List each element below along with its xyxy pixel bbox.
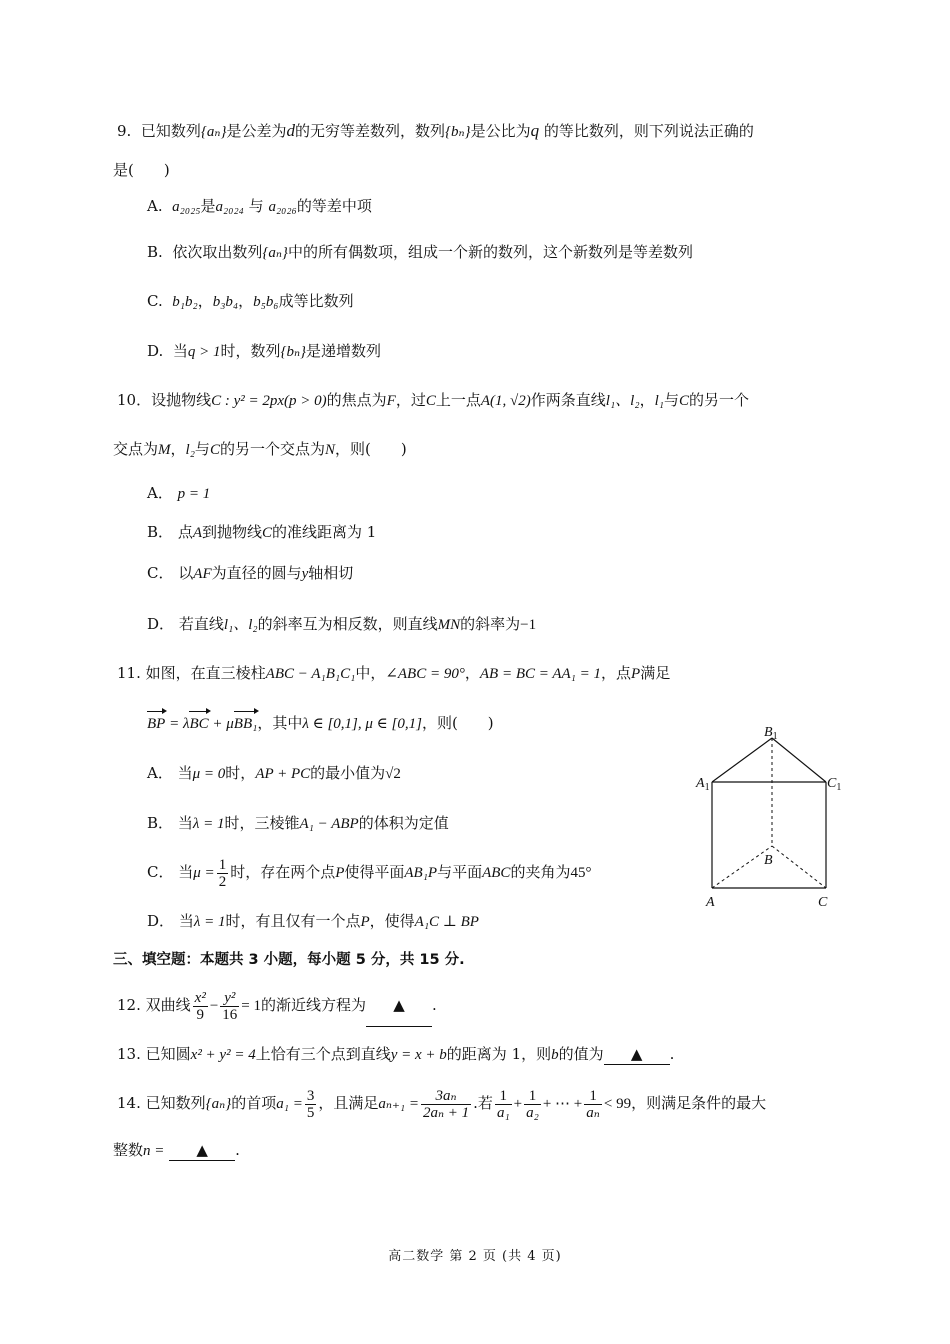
math: A₁C ⊥ BP [414,914,479,930]
text: 时，有且仅有一个点 [225,912,361,930]
text: 的另一个 [689,391,750,409]
math: P [335,865,345,881]
text: 中， [355,664,386,682]
edge-b1-c1 [772,738,826,782]
option-label: B. [147,243,163,261]
math: λ ∈ [0,1], μ ∈ [0,1] [302,716,422,732]
q9-q: q [530,121,540,140]
text: 当 [178,912,194,930]
q10-stem-cont [113,439,407,460]
text: 的最小值为 [310,764,386,782]
q9-text: 是公比为 [470,122,531,140]
math: a₂₀₂₅ [172,199,201,215]
edge-b-c-hidden [772,846,826,888]
text: ， [170,440,186,458]
math: C [678,393,689,409]
q9-d: d [286,121,295,140]
math: MN [437,617,461,633]
math: A₁ − ABP [299,816,359,832]
option-label: D． [147,615,175,633]
text: 设抛物线 [151,391,212,409]
text: 使得平面 [344,863,405,881]
math: AF [193,566,212,582]
text: 的值为 [558,1045,604,1063]
text: 的等差中项 [296,197,372,215]
text: 交点为 [113,440,159,458]
math: C : y² = 2px(p > 0) [211,393,327,409]
text: 是递增数列 [306,342,382,360]
math: A [192,525,202,541]
math: M [158,442,171,458]
option-label: D. [147,342,164,360]
math: l₁、l₂ [223,617,258,633]
option-label: A. [147,197,163,215]
text: 时， [225,764,256,782]
q9-number: 9. [117,122,132,140]
text: 的准线距离为 1 [272,523,377,541]
math: q > 1 [187,344,221,360]
math: p = 1 [177,486,211,502]
fraction-3-5 [305,1088,317,1121]
denominator: 5 [306,1104,315,1121]
option-label: B． [147,523,174,541]
q9-text: 是公差为 [226,122,287,140]
q9-stem-cont: 是( ) [113,161,170,179]
math: C [209,442,220,458]
text: ，则( ) [421,714,494,732]
option-label: C. [147,292,163,310]
text: .若 [473,1094,493,1112]
q14-number: 14. [117,1094,141,1112]
math: l₂ [185,442,195,458]
math: −1 [520,617,537,633]
math: AP + PC [255,766,311,782]
math: b₅b₆ [253,294,279,310]
text: 是 [200,197,216,215]
text: 当 [177,764,193,782]
denominator: a₁ [496,1104,510,1121]
math: {bₙ} [280,344,307,360]
label-c1: $C_1$ [827,776,842,793]
q10-stem [117,390,749,411]
text: 的渐近线方程为 [261,996,367,1014]
text: 时，三棱锥 [224,814,300,832]
fraction-1-an [584,1088,602,1121]
text: 作两条直线 [530,391,606,409]
numerator: y² [220,990,239,1007]
q11-option-c [147,852,591,893]
math: l₁、l₂ [605,393,640,409]
math: + μ [208,716,234,732]
text: ，使得 [369,912,415,930]
vector-bb1: BB₁ [233,716,258,732]
section3-title: 三、填空题：本题共 3 小题，每小题 5 分，共 15 分. [113,952,465,968]
text: ，过 [395,391,426,409]
text: 当 [177,814,193,832]
q13-stem [117,1044,674,1065]
math: N [324,442,335,458]
q11-option-a [147,763,401,784]
denominator: 2aₙ + 1 [422,1104,470,1121]
text: ， [197,292,213,310]
numerator: 1 [584,1088,602,1105]
text: ，点 [601,664,632,682]
math: x² + y² = 4 [190,1047,256,1063]
page-footer: 高二数学 第 2 页 (共 4 页) [388,1249,562,1264]
edge-a-b-hidden [712,846,772,888]
text: 中的所有偶数项，组成一个新的数列，这个新数列是等差数列 [287,243,693,261]
q10-option-d [147,614,536,635]
math: = 1 [241,998,261,1014]
math: y [301,566,309,582]
q10-option-b [147,522,376,543]
text: 如图，在直三棱柱 [145,664,266,682]
text: 当 [178,863,194,881]
text: . [669,1045,675,1063]
option-label: C． [147,863,174,881]
text: 的斜率互为相反数，则直线 [257,615,438,633]
math: a₂₀₂₄ [215,199,244,215]
text: 整数 [113,1141,144,1159]
fraction-recurrence [421,1088,471,1121]
text: 的夹角为 [510,863,571,881]
q9-option-b [147,242,693,263]
math: ABC − A₁B₁C₁ [265,666,356,682]
numerator: 1 [218,856,227,873]
q9-seq-a: {aₙ} [200,124,227,140]
q11-number: 11. [117,664,141,682]
q12-stem [117,984,437,1027]
math: b [551,1047,559,1063]
q9-option-a [147,196,372,217]
option-label: B． [147,814,174,832]
text: . [432,996,437,1014]
text: 依次取出数列 [172,243,263,261]
denominator: 16 [222,1006,238,1023]
math: AB = BC = AA₁ = 1 [479,666,602,682]
q11-option-d [147,911,479,932]
numerator: 3aₙ [421,1088,471,1105]
q9-option-d [147,341,381,362]
text: 轴相切 [308,564,354,582]
edge-a1-b1 [712,738,772,782]
answer-blank[interactable]: ▲ [604,1044,670,1065]
math: < 99 [603,1096,632,1112]
math: {aₙ} [205,1096,232,1112]
math: AB₁P [404,865,438,881]
q14-stem-cont [113,1140,240,1161]
text: 的首项 [231,1094,277,1112]
q13-number: 13. [117,1045,141,1063]
text: ， [238,292,254,310]
math: ∠ABC = 90° [385,666,465,682]
label-b: B [764,853,773,868]
text: 点 [177,523,193,541]
q11-stem-cont [147,713,494,734]
text: 为直径的圆与 [211,564,302,582]
fraction-y2-16 [220,990,239,1023]
text: ，且满足 [318,1094,379,1112]
vector-bp: BP [147,716,166,732]
label-c: C [818,895,828,910]
denominator: aₙ [586,1104,600,1121]
math: a₂₀₂₆ [268,199,297,215]
q9-text: 的无穷等差数列，数列 [294,122,445,140]
option-label: A． [147,764,173,782]
option-label: A． [147,484,173,502]
math: − [209,998,219,1014]
text: 若直线 [178,615,224,633]
text: 的体积为定值 [358,814,449,832]
math: P [631,666,641,682]
text: 与 [248,197,264,215]
math: ABC [482,865,511,881]
math: λ = 1 [193,914,226,930]
q12-number: 12. [117,996,141,1014]
math: b₃b₄ [212,294,239,310]
label-b1: $B_1$ [764,725,778,742]
math: P [360,914,370,930]
math: a₁ = [276,1096,303,1112]
denominator: a₂ [526,1104,539,1121]
math: F [386,393,396,409]
math: C [425,393,436,409]
math: = λ [165,716,190,732]
label-a1: $A_1$ [696,776,710,793]
q9-text: 已知数列 [140,122,201,140]
text: . [235,1141,240,1159]
text: ， [639,391,655,409]
math: y = x + b [390,1047,447,1063]
fraction-1-a2 [524,1088,541,1121]
numerator: 1 [495,1088,512,1105]
math: + [513,1096,523,1112]
math: μ = 0 [192,766,226,782]
math: n = [143,1143,165,1159]
option-label: D． [147,912,175,930]
text: 以 [178,564,194,582]
text: 到抛物线 [202,523,263,541]
text: 当 [172,342,188,360]
text: ，则( ) [334,440,407,458]
denominator: 2 [218,873,227,890]
text: 的斜率为 [460,615,521,633]
q10-number: 10． [117,391,152,409]
q10-option-a [147,483,210,504]
text: 与平面 [437,863,483,881]
text: 已知数列 [145,1094,206,1112]
text: 与 [194,440,210,458]
numerator: 1 [524,1088,541,1105]
text: 的焦点为 [326,391,387,409]
math: λ = 1 [192,816,225,832]
label-a: A [706,895,715,910]
text: ，则满足条件的最大 [631,1094,767,1112]
prism-figure [690,722,850,912]
numerator: x² [194,989,206,1006]
q9-text: 的等比数列，则下列说法正确的 [543,122,754,140]
text: 双曲线 [145,996,191,1014]
q11-option-b [147,813,449,834]
text: 已知圆 [145,1045,191,1063]
answer-blank[interactable]: ▲ [366,984,432,1027]
text: 时，存在两个点 [230,863,336,881]
text: 时，数列 [220,342,281,360]
q14-stem [117,1082,766,1125]
text: 满足 [640,664,671,682]
option-label: C． [147,564,174,582]
q9-option-c [147,291,354,312]
math: C [262,525,273,541]
q9-stem [117,121,754,142]
math: 45° [570,865,592,881]
text: 上一点 [435,391,481,409]
math: b₁b₂ [172,294,198,310]
text: 的另一个交点为 [219,440,325,458]
text: ，其中 [257,714,303,732]
fraction-one-half [217,857,229,890]
answer-blank[interactable]: ▲ [169,1140,235,1161]
q10-option-c [147,563,353,584]
q11-stem [117,663,670,684]
math: + ⋯ + [542,1096,583,1112]
denominator: 9 [196,1006,204,1023]
vector-bc: BC [189,716,209,732]
math: aₙ₊₁ = [378,1096,419,1112]
text: 上恰有三个点到直线 [255,1045,391,1063]
text: 的距离为 1，则 [446,1045,552,1063]
text: ， [464,664,480,682]
fraction-1-a1 [495,1088,512,1121]
fraction-x2-9 [193,990,208,1023]
math: A(1, √2) [480,393,531,409]
math: μ = [193,865,215,881]
numerator: 3 [306,1087,315,1104]
text: 与 [663,391,679,409]
q9-seq-b: {bₙ} [444,124,471,140]
math: √2 [385,766,401,782]
math: {aₙ} [262,245,288,261]
math: l₁ [654,393,664,409]
text: 成等比数列 [278,292,354,310]
